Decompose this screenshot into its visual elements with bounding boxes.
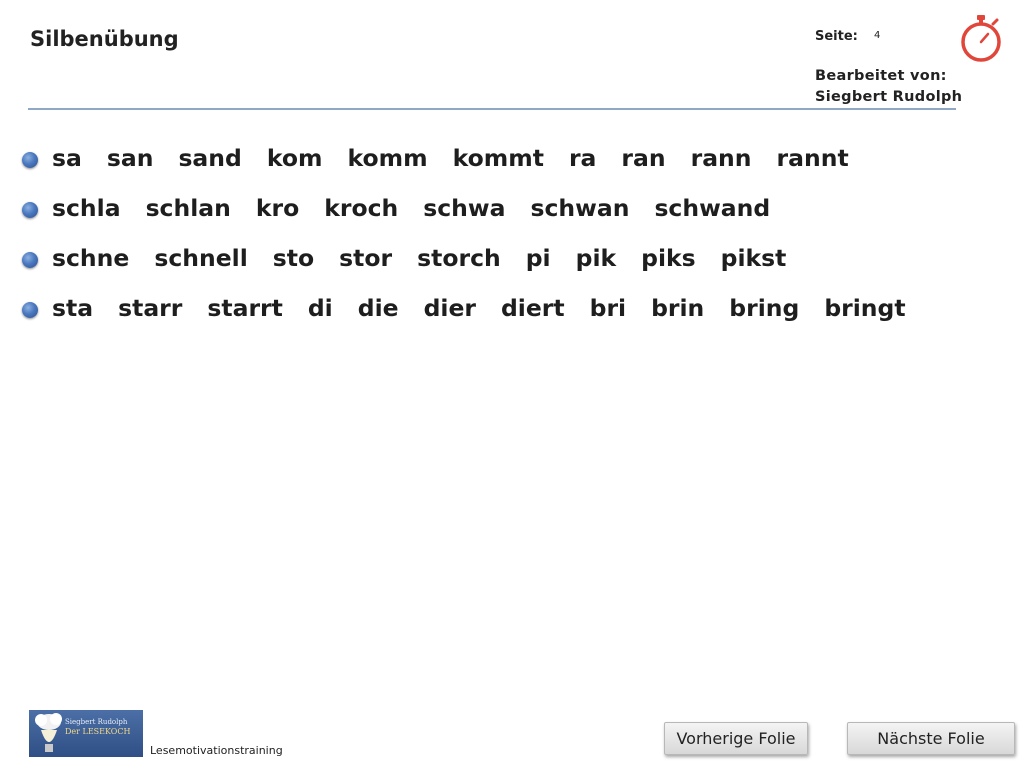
- page-label: Seite:: [815, 29, 858, 44]
- syllable-rows: [22, 133, 982, 333]
- syllable-word: kro: [255, 194, 300, 222]
- syllable-row: [22, 183, 982, 233]
- logo-brand: LESEKOCH: [82, 727, 131, 736]
- syllable-word: rann: [690, 144, 752, 172]
- syllable-word: san: [106, 144, 154, 172]
- syllable-word: di: [307, 294, 333, 322]
- syllable-row: [22, 233, 982, 283]
- syllable-word: pikst: [720, 244, 787, 272]
- edited-by-name: Siegbert Rudolph: [815, 89, 963, 105]
- logo-brand-prefix: Der: [65, 727, 80, 736]
- syllable-word: brin: [651, 294, 705, 322]
- syllable-word: kom: [266, 144, 323, 172]
- footer-label: Lesemotivationstraining: [150, 744, 283, 757]
- syllable-word: sa: [52, 144, 82, 172]
- syllable-word: kroch: [324, 194, 399, 222]
- bullet-icon[interactable]: [22, 302, 38, 318]
- page-number: 4: [874, 30, 881, 41]
- syllable-word: kommt: [452, 144, 544, 172]
- syllable-word: storch: [417, 244, 501, 272]
- edited-by-label: Bearbeitet von:: [815, 68, 947, 84]
- bullet-icon[interactable]: [22, 252, 38, 268]
- syllable-word: dier: [423, 294, 476, 322]
- syllable-word: bri: [589, 294, 627, 322]
- syllable-word: schwan: [530, 194, 630, 222]
- syllable-word: schwa: [423, 194, 506, 222]
- syllable-word: pik: [575, 244, 617, 272]
- syllable-word: rannt: [776, 144, 849, 172]
- syllable-row: [22, 283, 982, 333]
- edited-by: [815, 66, 962, 108]
- bullet-icon[interactable]: [22, 202, 38, 218]
- syllable-word: bring: [729, 294, 800, 322]
- page-title: Silbenübung: [30, 27, 179, 51]
- syllable-word: starr: [118, 294, 183, 322]
- syllable-word: bringt: [824, 294, 906, 322]
- syllable-row: [22, 133, 982, 183]
- syllable-word: sto: [272, 244, 315, 272]
- syllable-word: pi: [525, 244, 551, 272]
- lesekoch-logo: [29, 710, 143, 757]
- next-slide-button[interactable]: Nächste Folie: [847, 722, 1015, 755]
- syllable-word: schla: [52, 194, 121, 222]
- syllable-word: schnell: [154, 244, 248, 272]
- syllable-word: komm: [347, 144, 428, 172]
- syllable-word: schlan: [145, 194, 231, 222]
- syllable-word: diert: [500, 294, 565, 322]
- syllable-word: ra: [568, 144, 597, 172]
- syllable-word: schne: [52, 244, 130, 272]
- syllable-word: ran: [621, 144, 666, 172]
- bullet-icon[interactable]: [22, 152, 38, 168]
- header-divider: [28, 108, 956, 110]
- syllable-word: die: [357, 294, 399, 322]
- syllable-word: stor: [339, 244, 393, 272]
- previous-slide-button[interactable]: Vorherige Folie: [664, 722, 808, 755]
- stopwatch-icon[interactable]: [957, 13, 1005, 63]
- syllable-word: schwand: [654, 194, 771, 222]
- syllable-word: piks: [641, 244, 696, 272]
- syllable-word: sand: [178, 144, 242, 172]
- syllable-word: sta: [52, 294, 94, 322]
- logo-author: Siegbert Rudolph: [65, 718, 128, 726]
- syllable-word: starrt: [207, 294, 283, 322]
